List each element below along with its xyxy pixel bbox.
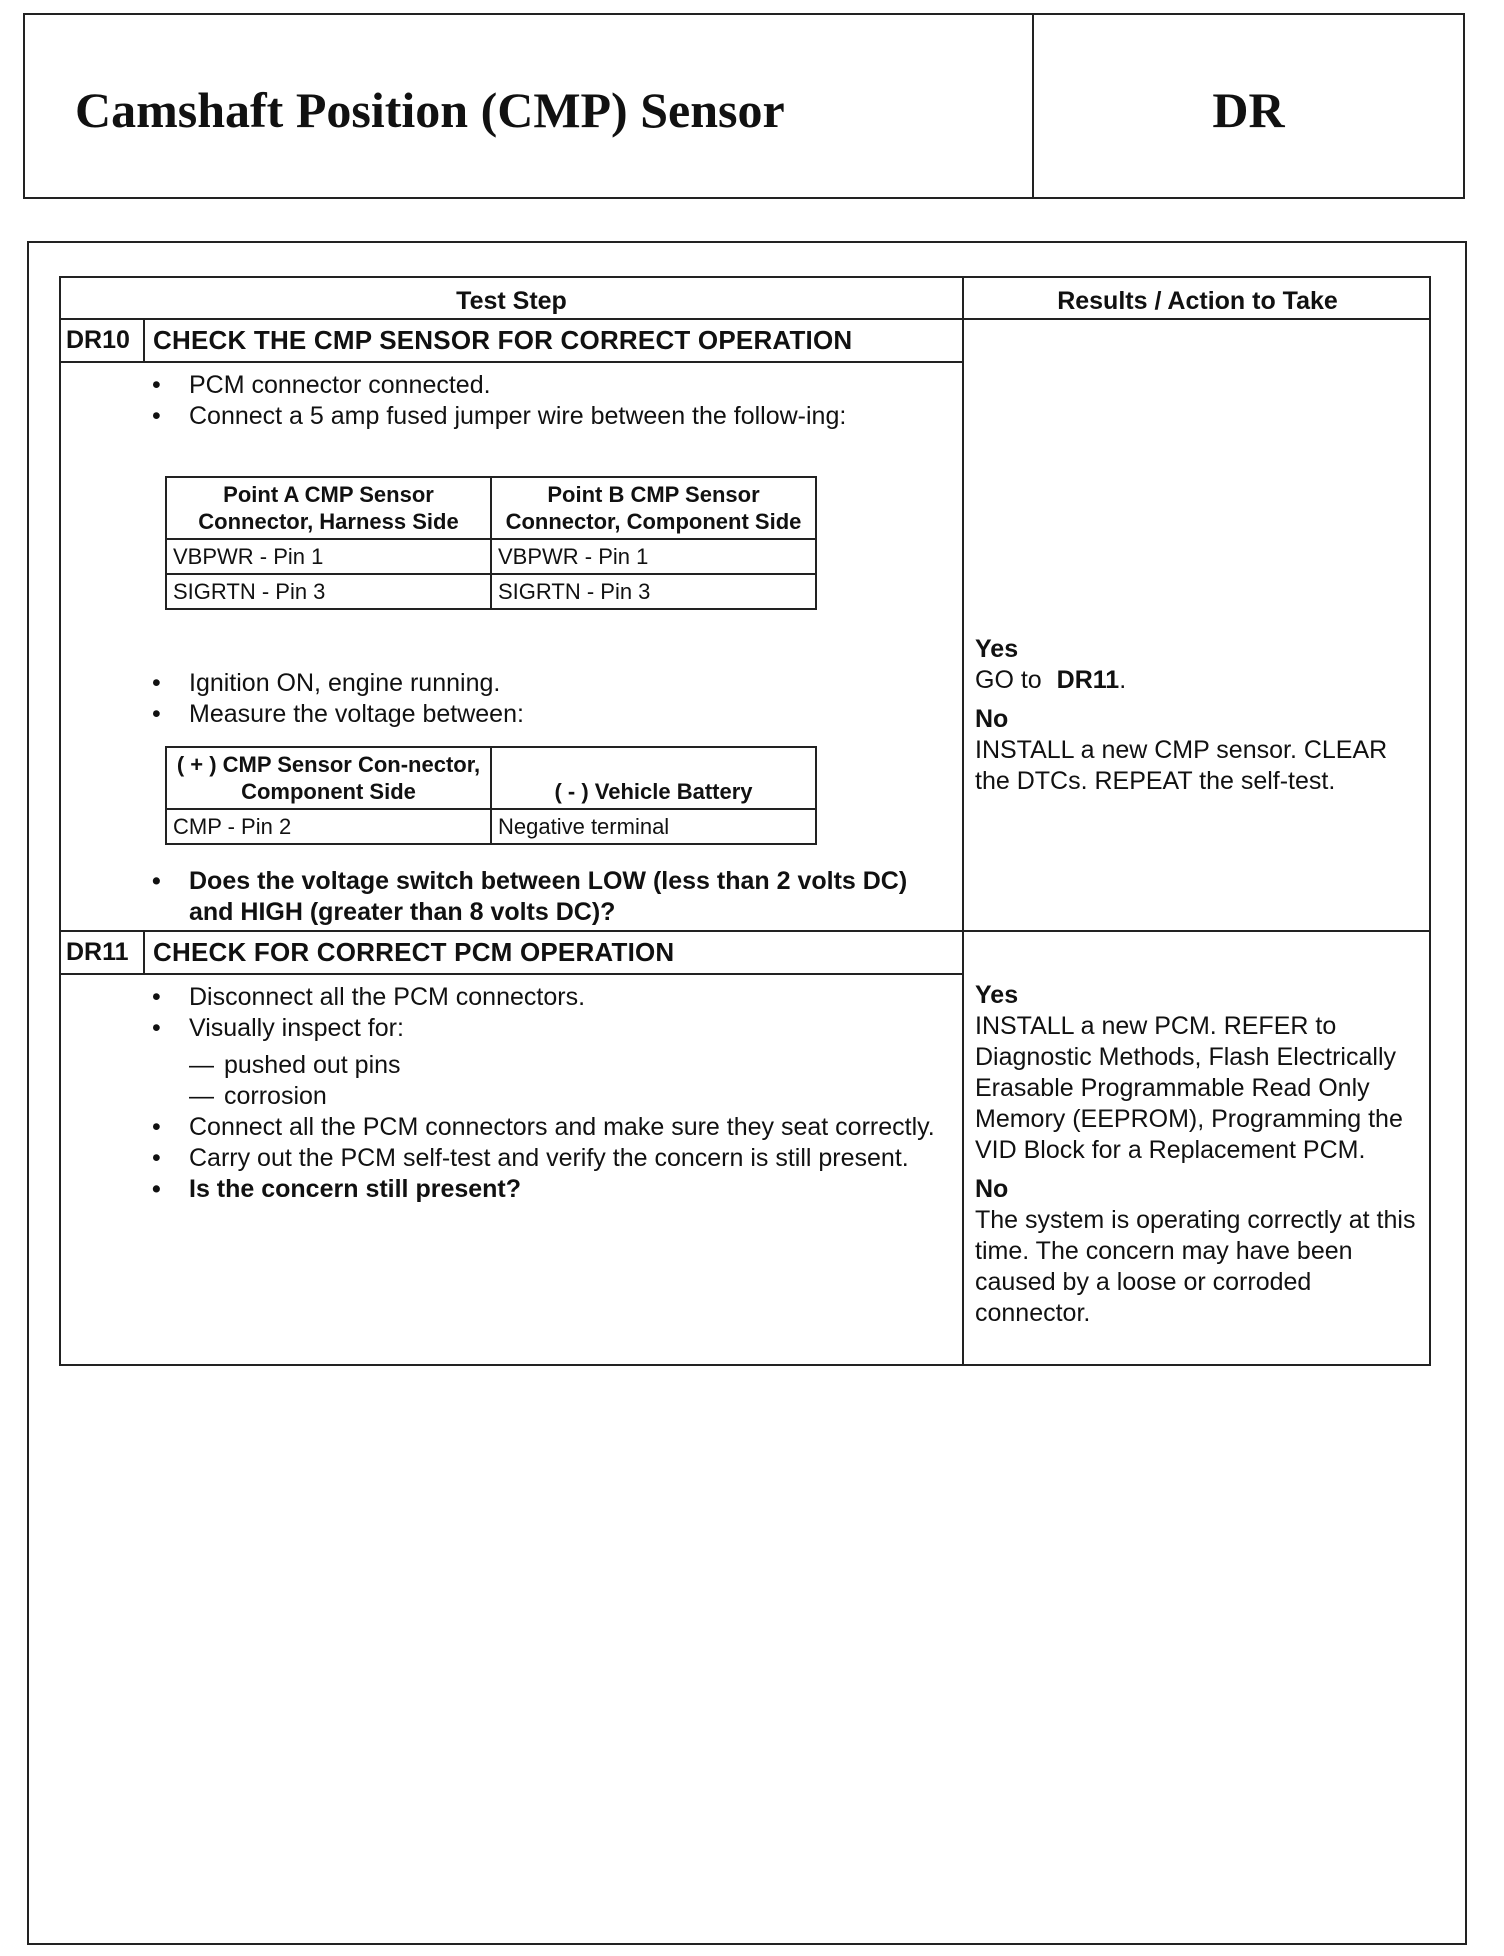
result-yes-prefix: GO to bbox=[975, 666, 1042, 694]
page-title: Camshaft Position (CMP) Sensor bbox=[75, 82, 785, 138]
dr10-results: Yes GO to DR11. No INSTALL a new CMP sensor. CLEAR the DTCs. REPEAT the self-test. bbox=[975, 634, 1425, 797]
list-item: • Connect all the PCM connectors and make sure they seat correctly. bbox=[148, 1112, 938, 1143]
result-yes-label: Yes bbox=[975, 635, 1019, 663]
voltage-table-header: ( - ) Vehicle Battery bbox=[491, 747, 816, 809]
step-separator bbox=[61, 930, 1429, 932]
jumper-table-header: Point B CMP Sensor Connector, Component Side bbox=[491, 477, 816, 539]
list-item bbox=[148, 1013, 938, 1112]
step-id-dr10: DR10 bbox=[66, 326, 130, 354]
result-no-label: No bbox=[975, 705, 1009, 733]
table-cell: Negative terminal bbox=[491, 809, 816, 844]
result-yes-label: Yes bbox=[975, 981, 1019, 1009]
sub-item-text: pushed out pins bbox=[224, 1051, 401, 1079]
dr11-results bbox=[975, 980, 1425, 1329]
page-header bbox=[23, 13, 1465, 199]
list-item: • Connect a 5 amp fused jumper wire between the follow-ing: bbox=[148, 401, 938, 432]
step-title-rule bbox=[61, 361, 962, 363]
dr10-question-list bbox=[148, 866, 938, 928]
list-item: • Ignition ON, engine running. bbox=[148, 668, 938, 699]
voltage-measurement-table bbox=[165, 746, 817, 845]
step-title-dr10: CHECK THE CMP SENSOR FOR CORRECT OPERATION bbox=[153, 325, 853, 355]
table-cell: VBPWR - Pin 1 bbox=[166, 539, 491, 574]
step-title-rule bbox=[61, 973, 962, 975]
step-question: • Does the voltage switch between LOW (less than 2 volts DC) and HIGH (greater than 8 volts DC)? bbox=[148, 866, 938, 928]
list-item: • PCM connector connected. bbox=[148, 370, 938, 401]
inspection-sub-list bbox=[189, 1050, 938, 1112]
result-no-label: No bbox=[975, 1175, 1009, 1203]
column-header-test-step: Test Step bbox=[456, 287, 567, 315]
dr10-bullet-list-b bbox=[148, 668, 938, 730]
column-header-results: Results / Action to Take bbox=[1057, 287, 1338, 315]
jumper-connection-table bbox=[165, 476, 817, 610]
step-id-dr11: DR11 bbox=[66, 938, 129, 966]
result-yes-text: INSTALL a new PCM. REFER to Diagnostic Methods, Flash Electrically Erasable Programmable Read Only Memory (EEPROM), Programming the VID Block for a Replacement PCM. bbox=[975, 1012, 1403, 1164]
sub-item-text: corrosion bbox=[224, 1082, 327, 1110]
step-title-dr11: CHECK FOR CORRECT PCM OPERATION bbox=[153, 937, 675, 967]
step-question: • Is the concern still present? bbox=[148, 1174, 938, 1205]
list-item: • Carry out the PCM self-test and verify the concern is still present. bbox=[148, 1143, 938, 1174]
dr10-bullet-list-a bbox=[148, 370, 938, 432]
procedure-table bbox=[59, 276, 1431, 1366]
voltage-table-header: ( + ) CMP Sensor Con-nector, Component Side bbox=[166, 747, 491, 809]
jumper-table-header: Point A CMP Sensor Connector, Harness Side bbox=[166, 477, 491, 539]
table-cell: CMP - Pin 2 bbox=[166, 809, 491, 844]
table-cell: SIGRTN - Pin 3 bbox=[166, 574, 491, 609]
list-item: • Measure the voltage between: bbox=[148, 699, 938, 730]
list-item-text: Visually inspect for: bbox=[189, 1014, 404, 1042]
result-no-text: The system is operating correctly at this time. The concern may have been caused by a loose or corroded connector. bbox=[975, 1206, 1416, 1327]
result-yes-target: DR11 bbox=[1056, 666, 1120, 694]
sub-item: — pushed out pins bbox=[189, 1051, 401, 1079]
sub-item: — corrosion bbox=[189, 1082, 327, 1110]
result-no-text: INSTALL a new CMP sensor. CLEAR the DTCs. REPEAT the self-test. bbox=[975, 736, 1388, 795]
section-code: DR bbox=[1212, 82, 1285, 138]
header-rule bbox=[61, 318, 1429, 320]
table-cell: VBPWR - Pin 1 bbox=[491, 539, 816, 574]
list-item: • Disconnect all the PCM connectors. bbox=[148, 982, 938, 1013]
step-id-divider bbox=[143, 930, 145, 973]
dr11-bullet-list bbox=[148, 982, 938, 1205]
table-cell: SIGRTN - Pin 3 bbox=[491, 574, 816, 609]
column-divider bbox=[962, 278, 964, 1364]
step-id-divider bbox=[143, 318, 145, 361]
